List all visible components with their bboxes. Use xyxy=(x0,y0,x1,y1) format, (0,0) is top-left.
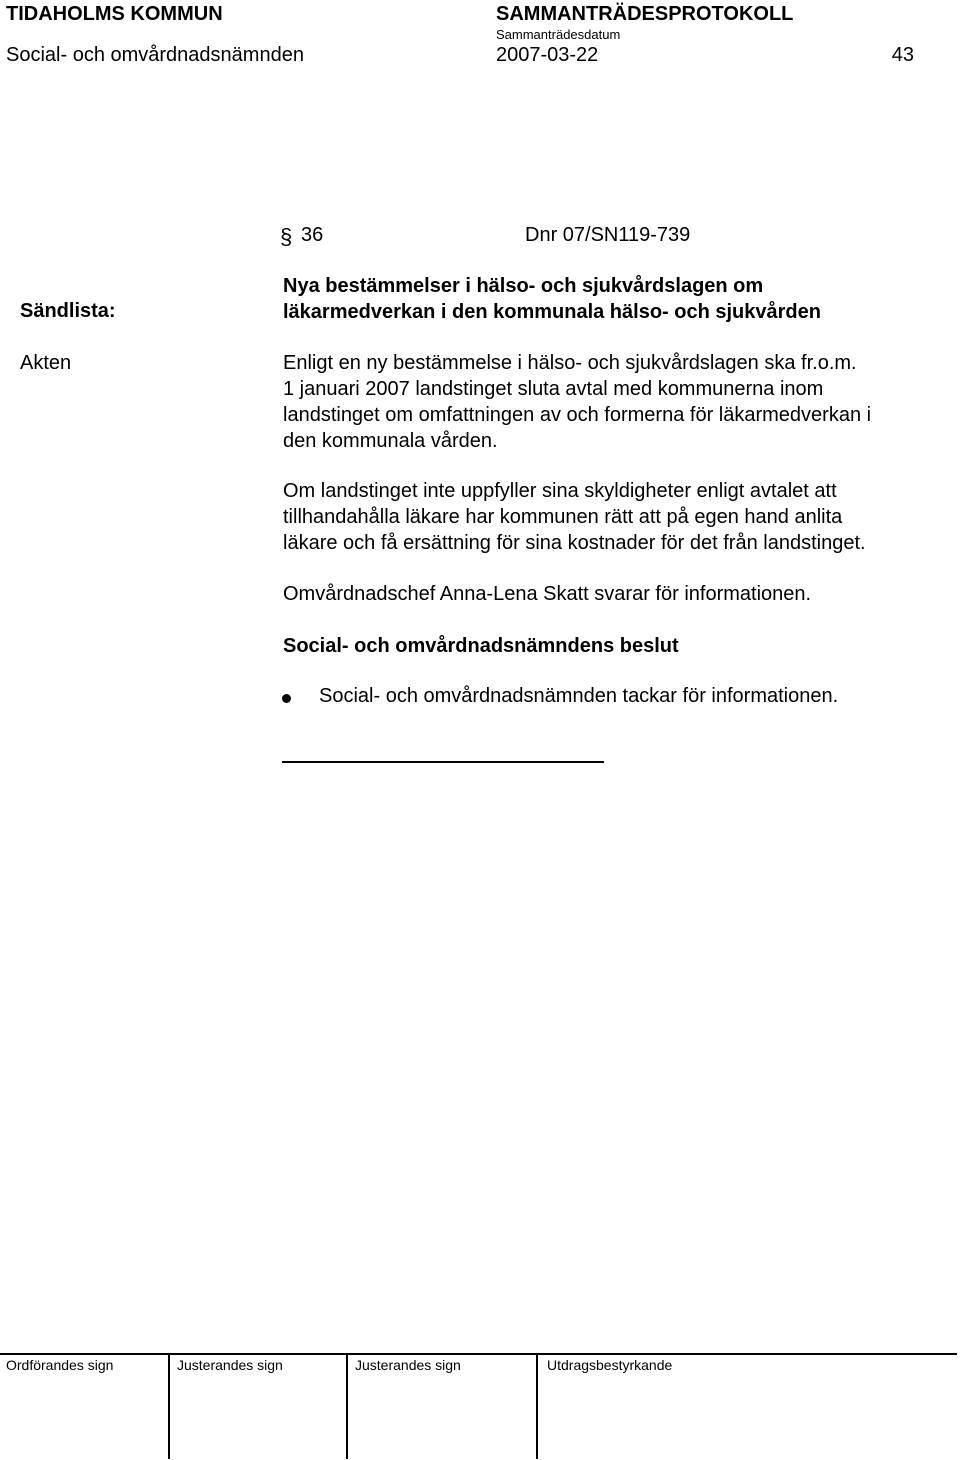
paragraph-line: Om landstinget inte uppfyller sina skyldigheter enligt avtalet att xyxy=(283,480,837,502)
document-type: SAMMANTRÄDESPROTOKOLL xyxy=(496,3,794,25)
paragraph-line: tillhandahålla läkare har kommunen rätt att på egen hand anlita xyxy=(283,506,843,528)
adjuster-signature-label: Justerandes sign xyxy=(355,1357,461,1373)
bullet-icon xyxy=(282,694,291,703)
paragraph-line: landstinget om omfattningen av och formerna för läkarmedverkan i xyxy=(283,404,872,426)
paragraph-number: 36 xyxy=(301,224,324,246)
section-title-line: Nya bestämmelser i hälso- och sjukvårdslagen om xyxy=(283,275,764,297)
body-paragraph xyxy=(283,478,943,556)
meeting-date-label: Sammanträdesdatum xyxy=(496,27,621,42)
paragraph-symbol: § xyxy=(280,224,293,249)
paragraph-line: 1 januari 2007 landstinget sluta avtal med kommunerna inom xyxy=(283,378,824,400)
diary-number: Dnr 07/SN119-739 xyxy=(525,224,691,246)
decision-item: Social- och omvårdnadsnämnden tackar för informationen. xyxy=(319,685,839,707)
page-number: 43 xyxy=(891,44,914,66)
distribution-label: Sändlista: xyxy=(20,300,116,322)
signature-box-divider xyxy=(346,1355,348,1459)
body-paragraph xyxy=(283,350,943,454)
paragraph-line: Omvårdnadschef Anna-Lena Skatt svarar för informationen. xyxy=(283,583,812,605)
section-end-rule xyxy=(282,761,604,763)
footer-divider xyxy=(0,1353,957,1355)
decision-heading-text: Social- och omvårdnadsnämndens beslut xyxy=(283,635,679,657)
chair-signature-label: Ordförandes sign xyxy=(6,1357,114,1373)
committee-name: Social- och omvårdnadsnämnden xyxy=(6,44,304,66)
paragraph-line: den kommunala vården. xyxy=(283,430,498,452)
section-title-line: läkarmedverkan i den kommunala hälso- och sjukvården xyxy=(283,301,821,323)
signature-box-divider xyxy=(536,1355,538,1459)
signature-box-divider xyxy=(168,1355,170,1459)
decision-heading xyxy=(283,633,943,659)
distribution-recipient: Akten xyxy=(20,352,72,374)
organization-name: TIDAHOLMS KOMMUN xyxy=(6,3,223,25)
paragraph-line: läkare och få ersättning för sina kostnader för det från landstinget. xyxy=(283,532,866,554)
paragraph-line: Enligt en ny bestämmelse i hälso- och sjukvårdslagen ska fr.o.m. xyxy=(283,352,857,374)
section-title xyxy=(283,273,943,325)
extract-certification-label: Utdragsbestyrkande xyxy=(547,1357,673,1373)
adjuster-signature-label: Justerandes sign xyxy=(177,1357,283,1373)
body-paragraph xyxy=(283,581,943,607)
meeting-date: 2007-03-22 xyxy=(496,44,599,66)
